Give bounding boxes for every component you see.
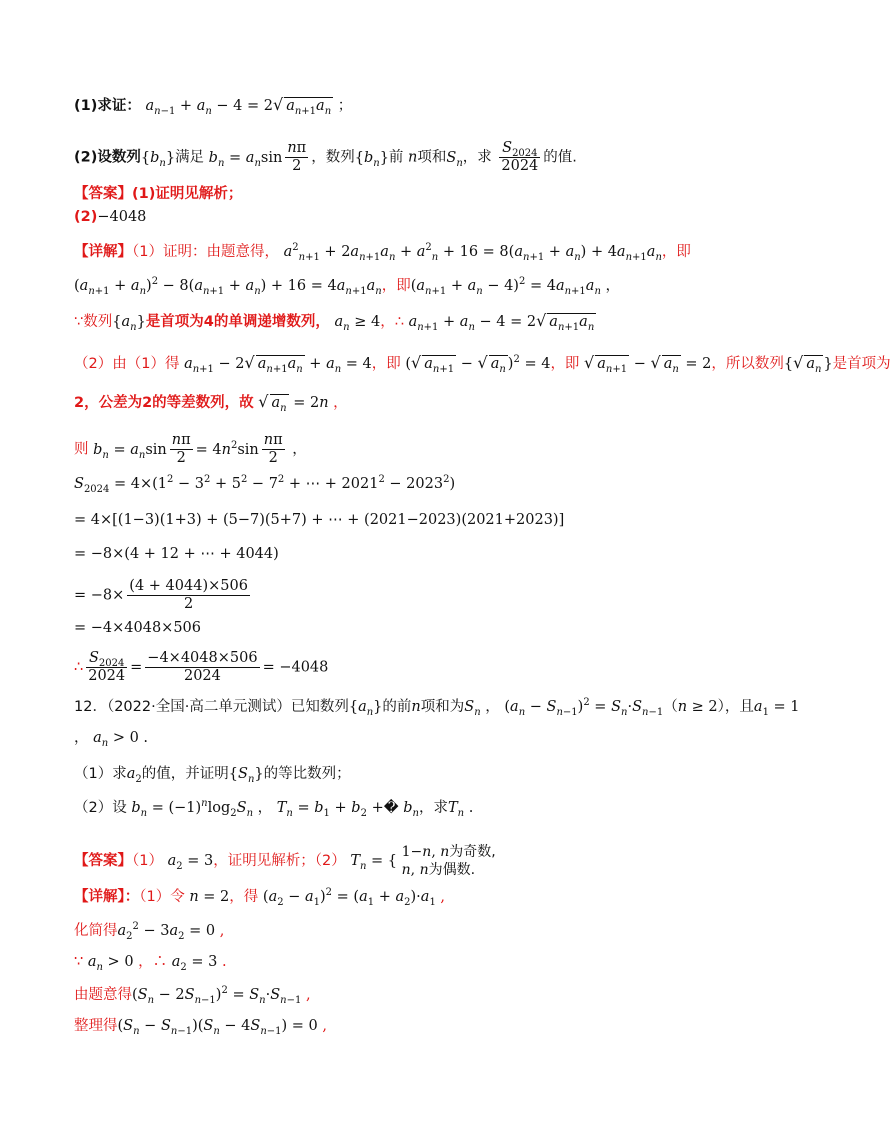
detail-line-6: 则 $b_n = a_n\sin$ $\frac{n\pi}{2}$ = $4n^2\sin$ $\frac{n\pi}{2}$ ， bbox=[74, 432, 307, 466]
answer-12: 【答案】（1） $a_2 = 3$，证明见解析；（2） $T_n$ = { 1−n, n为奇数, n, n为偶数. bbox=[74, 844, 496, 878]
detail-line-12: ∴ $\frac{S_{2024}}{2024}$ = $\frac{-4\times 4048\times 506}{2024}$ = −4048 bbox=[74, 650, 329, 684]
detail-12-line-3: ∵ $a_n > 0$ ，∴ $a_2 = 3$ . bbox=[74, 954, 227, 973]
detail-12-line-1: 【详解】：（1）令 n = 2，得 $(a_2 - a_1)^2 = (a_1 + a_2)\cdot a_1$ , bbox=[74, 887, 446, 908]
question-12-part-1: （1）求$a_2$的值，并证明$\{S_n\}$的等比数列； bbox=[74, 766, 351, 785]
question-part-1: (1)求证： $a_{n-1} + a_n - 4 = 2√$ $a_{n+1}a_n$ ； bbox=[74, 95, 353, 117]
detail-line-10: = −8× $\frac{(4 + 4044)\times 506}{2}$ bbox=[74, 578, 248, 612]
detail-line-7: $S_{2024} = 4\times(1^2 - 3^2 + 5^2 - 7^2$ + ⋯ + $2021^2 - 2023^2$) bbox=[74, 474, 456, 495]
question-12-stem: 12．（2022·全国·高二单元测试）已知数列$\{a_n\}$的前n项和为$S_n$ ， $(a_n - S_{n-1})^2 = S_n\cdot S_{n-1}(n \ge 2)$，且$a_1 = 1$ bbox=[74, 697, 800, 718]
detail-line-11: = −4×4048×506 bbox=[74, 620, 202, 636]
detail-12-line-5: 整理得$(S_n - S_{n-1})(S_n - 4S_{n-1}) = 0$ , bbox=[74, 1018, 327, 1037]
detail-line-9: = −8×(4 + 12 + ⋯ + 4044) bbox=[74, 546, 279, 562]
answer-line-2: (2)−4048 bbox=[74, 209, 147, 225]
detail-line-1: 【详解】（1）证明：由题意得， $a^2_{n+1} + 2a_{n+1}a_n + a^2_n + 16 = 8(a_{n+1} + a_n) + 4a_{n+1}a_n$，即 bbox=[74, 242, 691, 263]
detail-12-line-2: 化简得$a_2^2 - 3a_2 = 0$ , bbox=[74, 921, 225, 942]
piecewise-cases: 1−n, n为奇数, n, n为偶数. bbox=[401, 844, 496, 878]
detail-line-4: （2）由（1）得 $a_{n+1} - 2√$ $a_{n+1}a_n + a_n = 4$，即 (√ $a_{n+1}$ − √ $a_n$ )$^2$ = 4，即 √ $a_{n+1}$ − √ $a_n = 2$，所以数列{√ $a_n$ }是首项为 bbox=[74, 353, 891, 375]
detail-12-line-4: 由题意得$(S_n - 2S_{n-1})^2 = S_n\cdot S_{n-1}$ , bbox=[74, 985, 311, 1006]
detail-line-3: ∵数列$\{a_n\}$是首项为4的单调递增数列， $a_n \ge 4$，∴ $a_{n+1} + a_n - 4 = 2√$ $a_{n+1}a_n$ bbox=[74, 311, 595, 333]
detail-line-2: $(a_{n+1} + a_n)^2 - 8(a_{n+1} + a_n) + 16 = 4a_{n+1}a_n$，即$(a_{n+1} + a_n - 4)^2 = 4a_{n+1}a_n$ ， bbox=[74, 276, 621, 297]
detail-line-5: 2，公差为2的等差数列，故 √ $a_n = 2n$ ， bbox=[74, 392, 348, 414]
answer-line-1: 【答案】(1)证明见解析； bbox=[74, 186, 243, 202]
question-12-condition: ， $a_n > 0$ . bbox=[74, 730, 149, 749]
question-12-part-2: （2）设 $b_n = (-1)^n\log_2S_n$ ， $T_n = b_1 + b_2$ +� $b_n$，求$T_n$ . bbox=[74, 798, 474, 819]
detail-line-8: = 4×[(1−3)(1+3) + (5−7)(5+7) + ⋯ + (2021−2023)(2021+2023)] bbox=[74, 512, 565, 528]
question-part-2: (2)设数列$\{b_n\}$满足 $b_n = a_n\sin$ $\frac{n\pi}{2}$ ，数列$\{b_n\}$前 n项和$S_n$，求 $\frac{S_{2024}}{2024}$ 的值. bbox=[74, 140, 577, 174]
